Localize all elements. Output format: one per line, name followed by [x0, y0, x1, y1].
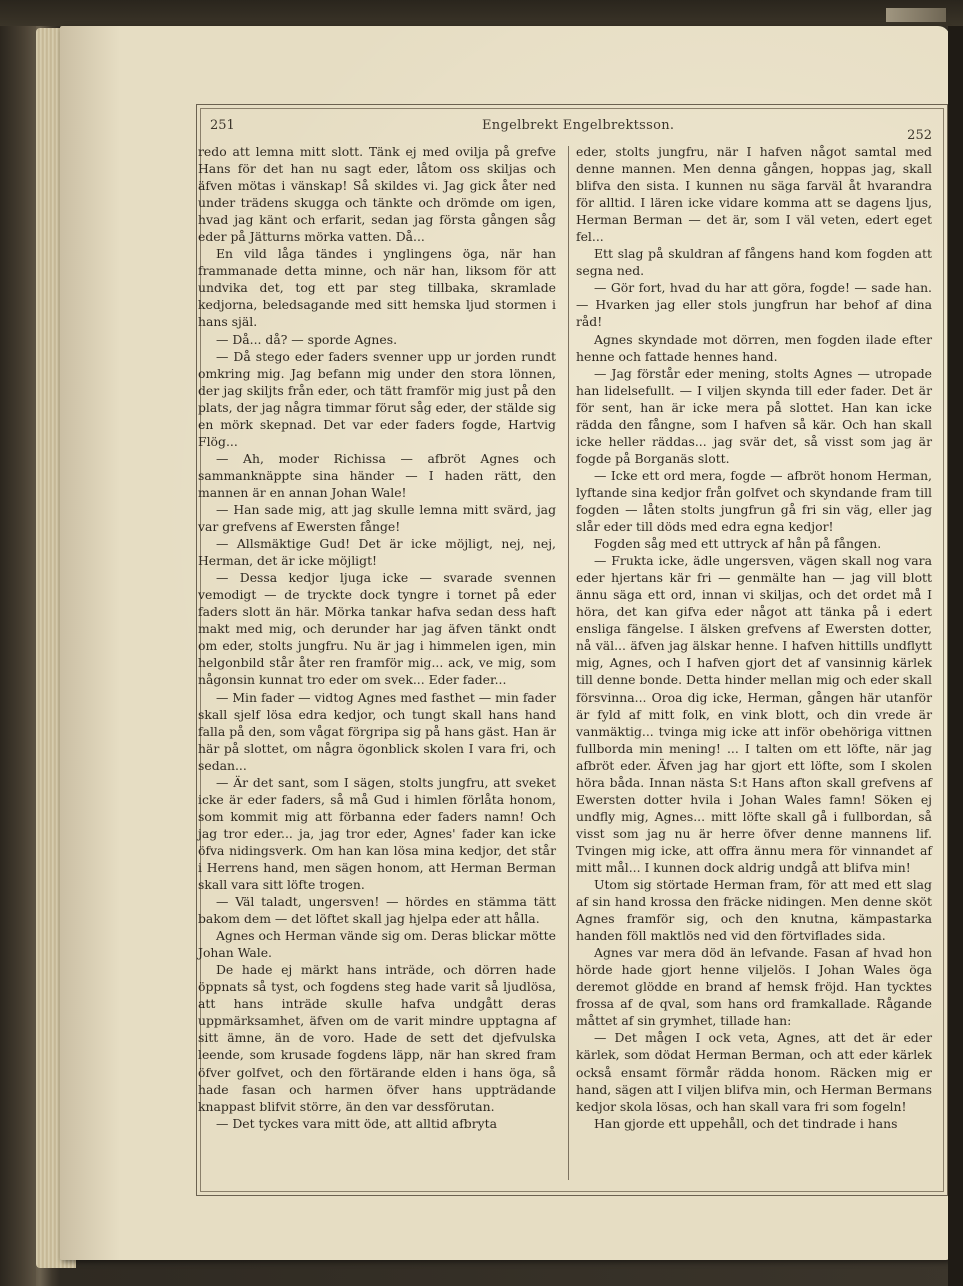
paragraph: — Är det sant, som I sägen, stolts jungfru, att sveket icke är eder faders, så må Gud i himlen förlåta honom, som kommit mig att förbanna eder faders namn! Och jag tror eder... ja, jag tror eder, Agnes' fader kan icke öfva nidingsverk. Om han kan lösa mina kedjor, det står i Herrens hand, men sägen honom, att Herman Berman skall vara sitt löfte trogen. [198, 774, 556, 893]
page-number-left: 251 [210, 118, 235, 133]
running-head: Engelbrekt Engelbrektsson. [482, 118, 675, 133]
paragraph: — Väl taladt, ungersven! — hördes en stämma tätt bakom dem — det löftet skall jag hjelpa eder att hålla. [198, 894, 556, 927]
paragraph: — Frukta icke, ädle ungersven, vägen skall nog vara eder hjertans kär fri — genmälte han — jag vill blott ännu säga ett ord, innan vi skiljas, och det ordet må I höra, det kan gifva eder något att tänka på i edert ensliga fängelse. I älsken grefvens af Ewersten dotter, nå väl... äfven jag älskar henne. I hafven hittills undflytt mig, Agnes, och I hafven gjort det af vansinnig kärlek till denne bonde. Detta hinder mellan mig och eder skall försvinna... Oroa dig icke, Herman, gången här utanför är fyld af mitt folk, en vink blott, och din vrede är vanmäktig... tvinga mig icke att inför obehöriga vittnen fullborda min mening! ... I talten om ett löfte, när jag afbröt eder. Äfven jag har gjort ett löfte, som I skolen höra båda. Innan nästa S:t Hans afton skall grefvens af Ewersten dotter hvila i Johan Wales famn! Söken ej undfly mig, Agnes... mitt löfte skall gå i fullbordan, så visst som jag nu är herre öfver denne mannens lif. Tvingen mig icke, att offra ännu mera för vinnandet af mitt mål... I kunnen dock aldrig undgå att blifva min! [576, 553, 932, 875]
paragraph: — Han sade mig, att jag skulle lemna mitt svärd, jag var grefvens af Ewersten fånge! [198, 501, 556, 535]
text-column-left [198, 143, 556, 1132]
paragraph: Agnes och Herman vände sig om. Deras blickar mötte Johan Wale. [198, 928, 556, 961]
paragraph: — Då... då? — sporde Agnes. [216, 331, 398, 347]
paragraph: — Jag förstår eder mening, stolts Agnes — utropade han lidelsefullt. — I viljen skynda till eder fader. Det är för sent, han är icke mera på slottet. Han kan icke rädda den fångne, som I hafven så kär. Och han skall icke heller räddas... jag svär det, så visst som jag är fogde på Borganäs slott. [576, 365, 932, 466]
paragraph: En vild låga tändes i ynglingens öga, när han frammanade detta minne, och när han, liksom för att undvika det, tog ett par steg tillbaka, skramlade kedjorna, beledsagande med sitt hemska ljud stormen i hans själ. [198, 246, 556, 330]
paragraph: — Icke ett ord mera, fogde — afbröt honom Herman, lyftande sina kedjor från golfvet och skyndande fram till fogden — låten stolts jungfrun gå fri sin väg, eller jag slår eder till döds med edra egna kedjor! [576, 467, 932, 535]
book-top-edge [0, 0, 963, 26]
paragraph: redo att lemna mitt slott. Tänk ej med ovilja på grefve Hans för det han nu sagt eder, låtom oss skiljas och äfven mötas i vänskap! Så skildes vi. Jag gick åter ned under trädens skugga och tänkte och drömde om igen, hvad jag känt och erfarit, sedan jag första gången såg eder på Jätturns mörka vatten. Då... [198, 144, 556, 245]
paragraph: — Då stego eder faders svenner upp ur jorden rundt omkring mig. Jag befann mig under den stora lönnen, der jag skiljts från eder, och tätt framför mig just på den plats, der jag några timmar förut såg eder, der stälde sig en mörk skepnad. Det var eder faders fogde, Hartvig Flög... [198, 348, 556, 449]
paragraph: — Dessa kedjor ljuga icke — svarade svennen vemodigt — de tryckte dock tyngre i tornet på eder faders slott än här. Mörka tankar hafva sedan dess haft makt med mig, och derunder har jag äfven tänkt ondt om eder, stolts jungfru. Nu är jag i himmelen igen, min helgonbild står åter ren framför mig... ack, ve mig, som någonsin kunnat tro eder om svek... Eder fader... [198, 570, 556, 688]
paragraph: — Ah, moder Richissa — afbröt Agnes och sammanknäppte sina händer — I haden rätt, den mannen är en annan Johan Wale! [198, 450, 556, 500]
paragraph: — Min fader — vidtog Agnes med fasthet — min fader skall sjelf lösa edra kedjor, och tungt skall hans hand falla på den, som vågat förgripa sig på hans gäst. Han är här på slottet, om några ögonblick skolen I vara fri, och sedan... [198, 689, 556, 773]
paragraph: Agnes var mera död än lefvande. Fasan af hvad hon hörde hade gjort henne viljelös. I Johan Wales öga deremot glödde en brand af hemsk fröjd. Han tycktes frossa af de qval, som hans ord framkallade. Rågande måttet af sin grymhet, tillade han: [576, 945, 932, 1029]
paragraph: Fogden såg med ett uttryck af hån på fången. [594, 536, 882, 552]
paragraph: — Det mågen I ock veta, Agnes, att det är eder kärlek, som dödat Herman Berman, och att eder kärlek också ensamt förmår rädda honom. Räcken mig er hand, sägen att I viljen blifva min, och Herman Bermans kedjor skola lösas, och han skall vara fri som fogeln! [576, 1030, 932, 1114]
paragraph: Agnes skyndade mot dörren, men fogden ilade efter henne och fattade hennes hand. [576, 331, 932, 364]
paragraph: Ett slag på skuldran af fångens hand kom fogden att segna ned. [576, 246, 932, 279]
text-column-right [576, 143, 932, 1132]
right-shadow [948, 26, 963, 1286]
paragraph: eder, stolts jungfru, när I hafven något samtal med denne mannen. Men denna gången, hoppas jag, skall blifva den sista. I kunnen nu säga farväl åt hvarandra för alltid. I lären icke vidare komma att se dagens ljus, Herman Berman — det är, som I väl veten, edert eget fel... [576, 144, 932, 245]
paragraph: — Det tyckes vara mitt öde, att alltid afbryta [216, 1115, 498, 1131]
page-number-right: 252 [907, 128, 932, 143]
column-divider [568, 146, 569, 1180]
paragraph: Utom sig störtade Herman fram, för att med ett slag af sin hand krossa den fräcke nidingen. Men denne sköt Agnes framför sig, och den knutna, kämpastarka handen föll maktlös ned vid den förtviflades sida. [576, 877, 932, 944]
page-header [210, 112, 934, 142]
paragraph: — Gör fort, hvad du har att göra, fogde! — sade han. — Hvarken jag eller stols jungfrun har behof af dina råd! [576, 280, 932, 330]
corner-tab [886, 8, 946, 22]
paragraph: De hade ej märkt hans inträde, och dörren hade öppnats så tyst, och fogdens steg hade varit så ljudlösa, att hans inträde skulle hafva undgått deras uppmärksamhet, äfven om de varit mindre upptagna af sitt ämne, än de voro. Hade de sett det djefvulska leende, som krusade fogdens läpp, när han skred fram öfver golfvet, och den förtärande elden i hans öga, så hade fasan och harmen öfver hans uppträdande knappast blifvit större, än den var dessförutan. [198, 962, 556, 1114]
book-spine-shadow [0, 26, 36, 1286]
paragraph: Han gjorde ett uppehåll, och det tindrade i hans [594, 1115, 898, 1131]
paragraph: — Allsmäktige Gud! Det är icke möjligt, nej, nej, Herman, det är icke möjligt! [198, 536, 556, 569]
